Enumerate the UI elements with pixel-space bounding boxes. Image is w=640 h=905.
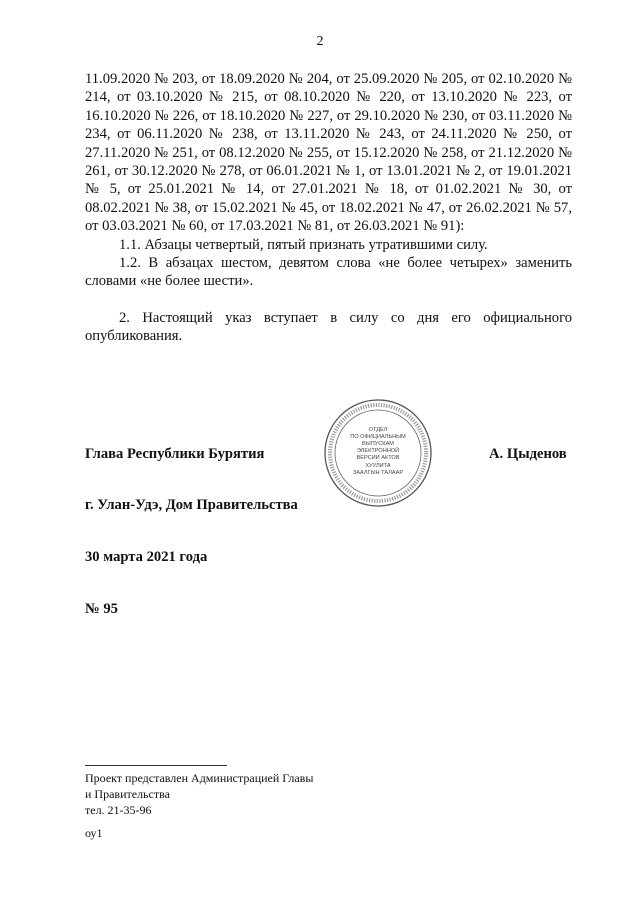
seal-line-4: ЭЛЕКТРОННОЙ	[356, 448, 400, 454]
seal-line-3: ВЫПУСКАМ	[362, 441, 394, 447]
document-code: оу1	[85, 826, 103, 840]
signing-date: 30 марта 2021 года	[85, 549, 208, 565]
seal-line-7: ЗААЛГЫН ТАЛААР	[352, 470, 404, 476]
clause-2: 2. Настоящий указ вступает в силу со дня его официального опубликования.	[85, 309, 572, 345]
clause-1-1: 1.1. Абзацы четвертый, пятый признать утратившими силу.	[119, 236, 488, 253]
references-paragraph: 11.09.2020 № 203, от 18.09.2020 № 204, от 25.09.2020 № 205, от 02.10.2020 № 214, от 03.10.2020 № 215, от 08.10.2020 № 220, от 13.10.2020 № 223, от 16.10.2020 № 226, от 18.10.2020 № 227, от 29.10.2020 № 230, от 03.11.2020 № 234, от 06.11.2020 № 238, от 13.11.2020 № 243, от 24.11.2020 № 250, от 27.11.2020 № 251, от 08.12.2020 № 255, от 15.12.2020 № 258, от 21.12.2020 № 261, от 30.12.2020 № 278, от 06.01.2021 № 1, от 13.01.2021 № 2, от 19.01.2021 № 5, от 25.01.2021 № 14, от 27.01.2021 № 18, от 01.02.2021 № 30, от 08.02.2021 № 38, от 15.02.2021 № 45, от 18.02.2021 № 47, от 26.02.2021 № 57, от 03.03.2021 № 60, от 17.03.2021 № 81, от 26.03.2021 № 91):	[85, 71, 572, 235]
document-body	[85, 70, 572, 346]
seal-line-2: ПО ОФИЦИАЛЬНЫМ	[350, 434, 406, 440]
signatory-position: Глава Республики Бурятия	[85, 446, 265, 462]
footnote	[85, 770, 313, 818]
official-seal	[323, 398, 433, 508]
seal-line-1: ОТДЕЛ	[368, 427, 388, 433]
signatory-name: А. Цыденов	[489, 446, 567, 462]
page-number: 2	[316, 34, 324, 49]
decree-number: № 95	[85, 601, 118, 617]
signing-place: г. Улан-Удэ, Дом Правительства	[85, 497, 298, 513]
clause-1-2: 1.2. В абзацах шестом, девятом слова «не более четырех» заменить словами «не более шести».	[85, 255, 572, 290]
footnote-divider	[85, 765, 227, 766]
footnote-line-3: тел. 21-35-96	[85, 803, 152, 817]
footnote-line-1: Проект представлен Администрацией Главы	[85, 771, 314, 785]
seal-line-5: ВЕРСИИ АКТОВ	[356, 455, 400, 461]
footnote-line-2: и Правительства	[85, 787, 170, 801]
seal-line-6: ХУУЛИТА	[365, 463, 391, 469]
